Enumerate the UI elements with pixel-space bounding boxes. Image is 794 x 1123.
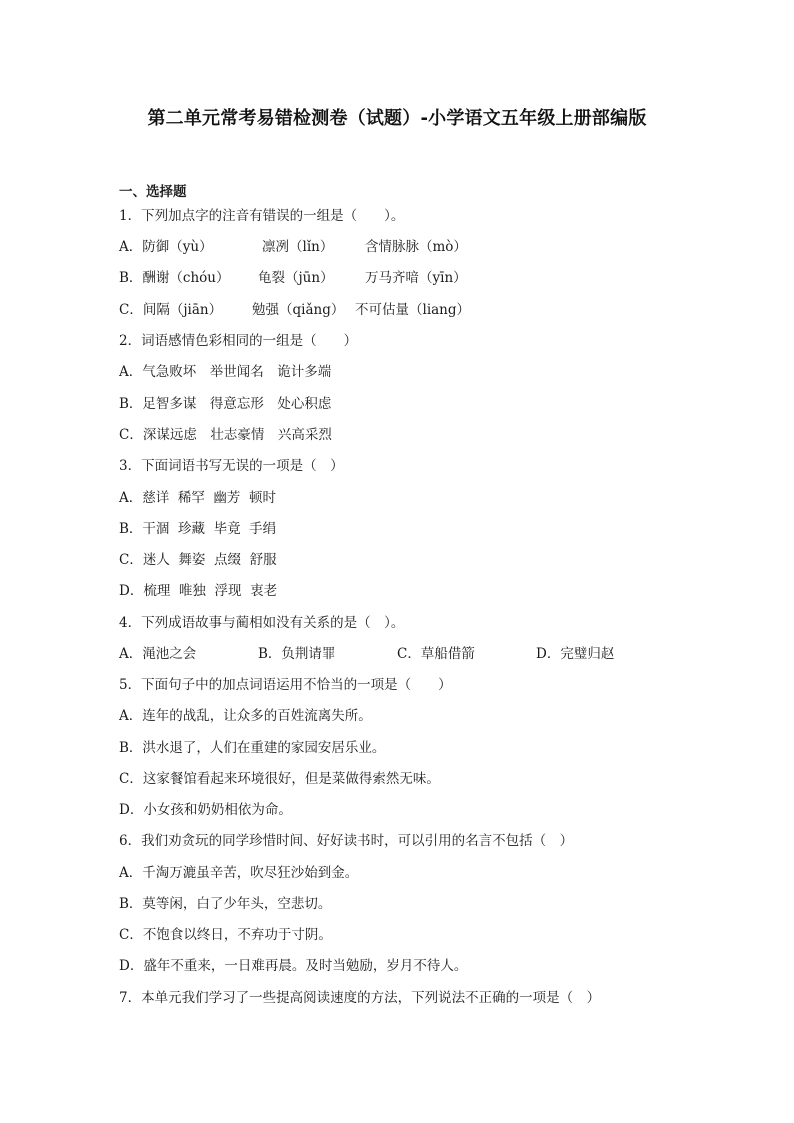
question-3-option-b: B．干涸 珍藏 毕竟 手绢 [119, 521, 277, 537]
question-6-stem: 6．我们劝贪玩的同学珍惜时间、好好读书时，可以引用的名言不包括（ ） [119, 833, 574, 849]
question-3-stem: 3．下面词语书写无误的一项是（ ） [119, 458, 344, 474]
question-4-option-a: A．渑池之会 [119, 646, 197, 662]
question-4-stem: 4．下列成语故事与蔺相如没有关系的是（ ）。 [119, 615, 405, 631]
question-2-option-b: B．足智多谋 得意忘形 处心积虑 [119, 396, 332, 412]
question-1-option-c-part3: 不可估量（liang） [355, 302, 471, 318]
question-1-option-a-part1: A．防御（yù） [119, 239, 213, 255]
question-1-option-b-part1: B．酬谢（chóu） [119, 270, 230, 286]
question-6-option-a: A．千淘万漉虽辛苦，吹尽狂沙始到金。 [119, 865, 359, 881]
question-5-option-a: A．连年的战乱，让众多的百姓流离失所。 [119, 708, 372, 724]
section-heading: 一、选择题 [119, 184, 187, 200]
question-2-option-c: C．深谋远虑 壮志豪情 兴高采烈 [119, 427, 332, 443]
question-1-option-b-part3: 万马齐喑（yīn） [365, 270, 467, 286]
question-1-option-a-part2: 凛冽（lǐn） [262, 239, 334, 255]
question-5-option-c: C．这家餐馆看起来环境很好，但是菜做得索然无味。 [119, 771, 440, 787]
page-title: 第二单元常考易错检测卷（试题）-小学语文五年级上册部编版 [147, 108, 647, 129]
question-5-stem: 5．下面句子中的加点词语运用不恰当的一项是（ ） [119, 677, 452, 693]
question-5-option-b: B．洪水退了，人们在重建的家园安居乐业。 [119, 740, 386, 756]
question-1-stem: 1．下列加点字的注音有错误的一组是（ ）。 [119, 208, 405, 224]
question-3-option-a: A．慈详 稀罕 幽芳 顿时 [119, 490, 276, 506]
question-4-option-d: D．完璧归赵 [536, 646, 615, 662]
question-1-option-c-part2: 勉强（qiǎng） [252, 302, 345, 318]
question-3-option-d: D．梳理 唯独 浮现 衷老 [119, 583, 278, 599]
question-1-option-b-part2: 龟裂（jūn） [258, 270, 334, 286]
question-7-stem: 7．本单元我们学习了一些提高阅读速度的方法，下列说法不正确的一项是（ ） [119, 990, 601, 1006]
question-5-option-d: D．小女孩和奶奶相依为命。 [119, 802, 292, 818]
question-6-option-b: B．莫等闲，白了少年头，空悲切。 [119, 896, 332, 912]
question-6-option-d: D．盛年不重来，一日难再晨。及时当勉励，岁月不待人。 [119, 958, 468, 974]
question-1-option-c-part1: C．间隔（jiān） [119, 302, 223, 318]
question-6-option-c: C．不饱食以终日，不弃功于寸阴。 [119, 927, 332, 943]
question-3-option-c: C．迷人 舞姿 点缀 舒服 [119, 552, 277, 568]
question-4-option-b: B．负荆请罪 [258, 646, 336, 662]
question-2-stem: 2．词语感情色彩相同的一组是（ ） [119, 333, 358, 349]
question-1-option-a-part3: 含情脉脉（mò） [365, 239, 467, 255]
question-4-option-c: C．草船借箭 [397, 646, 475, 662]
question-2-option-a: A．气急败坏 举世闻名 诡计多端 [119, 364, 332, 380]
